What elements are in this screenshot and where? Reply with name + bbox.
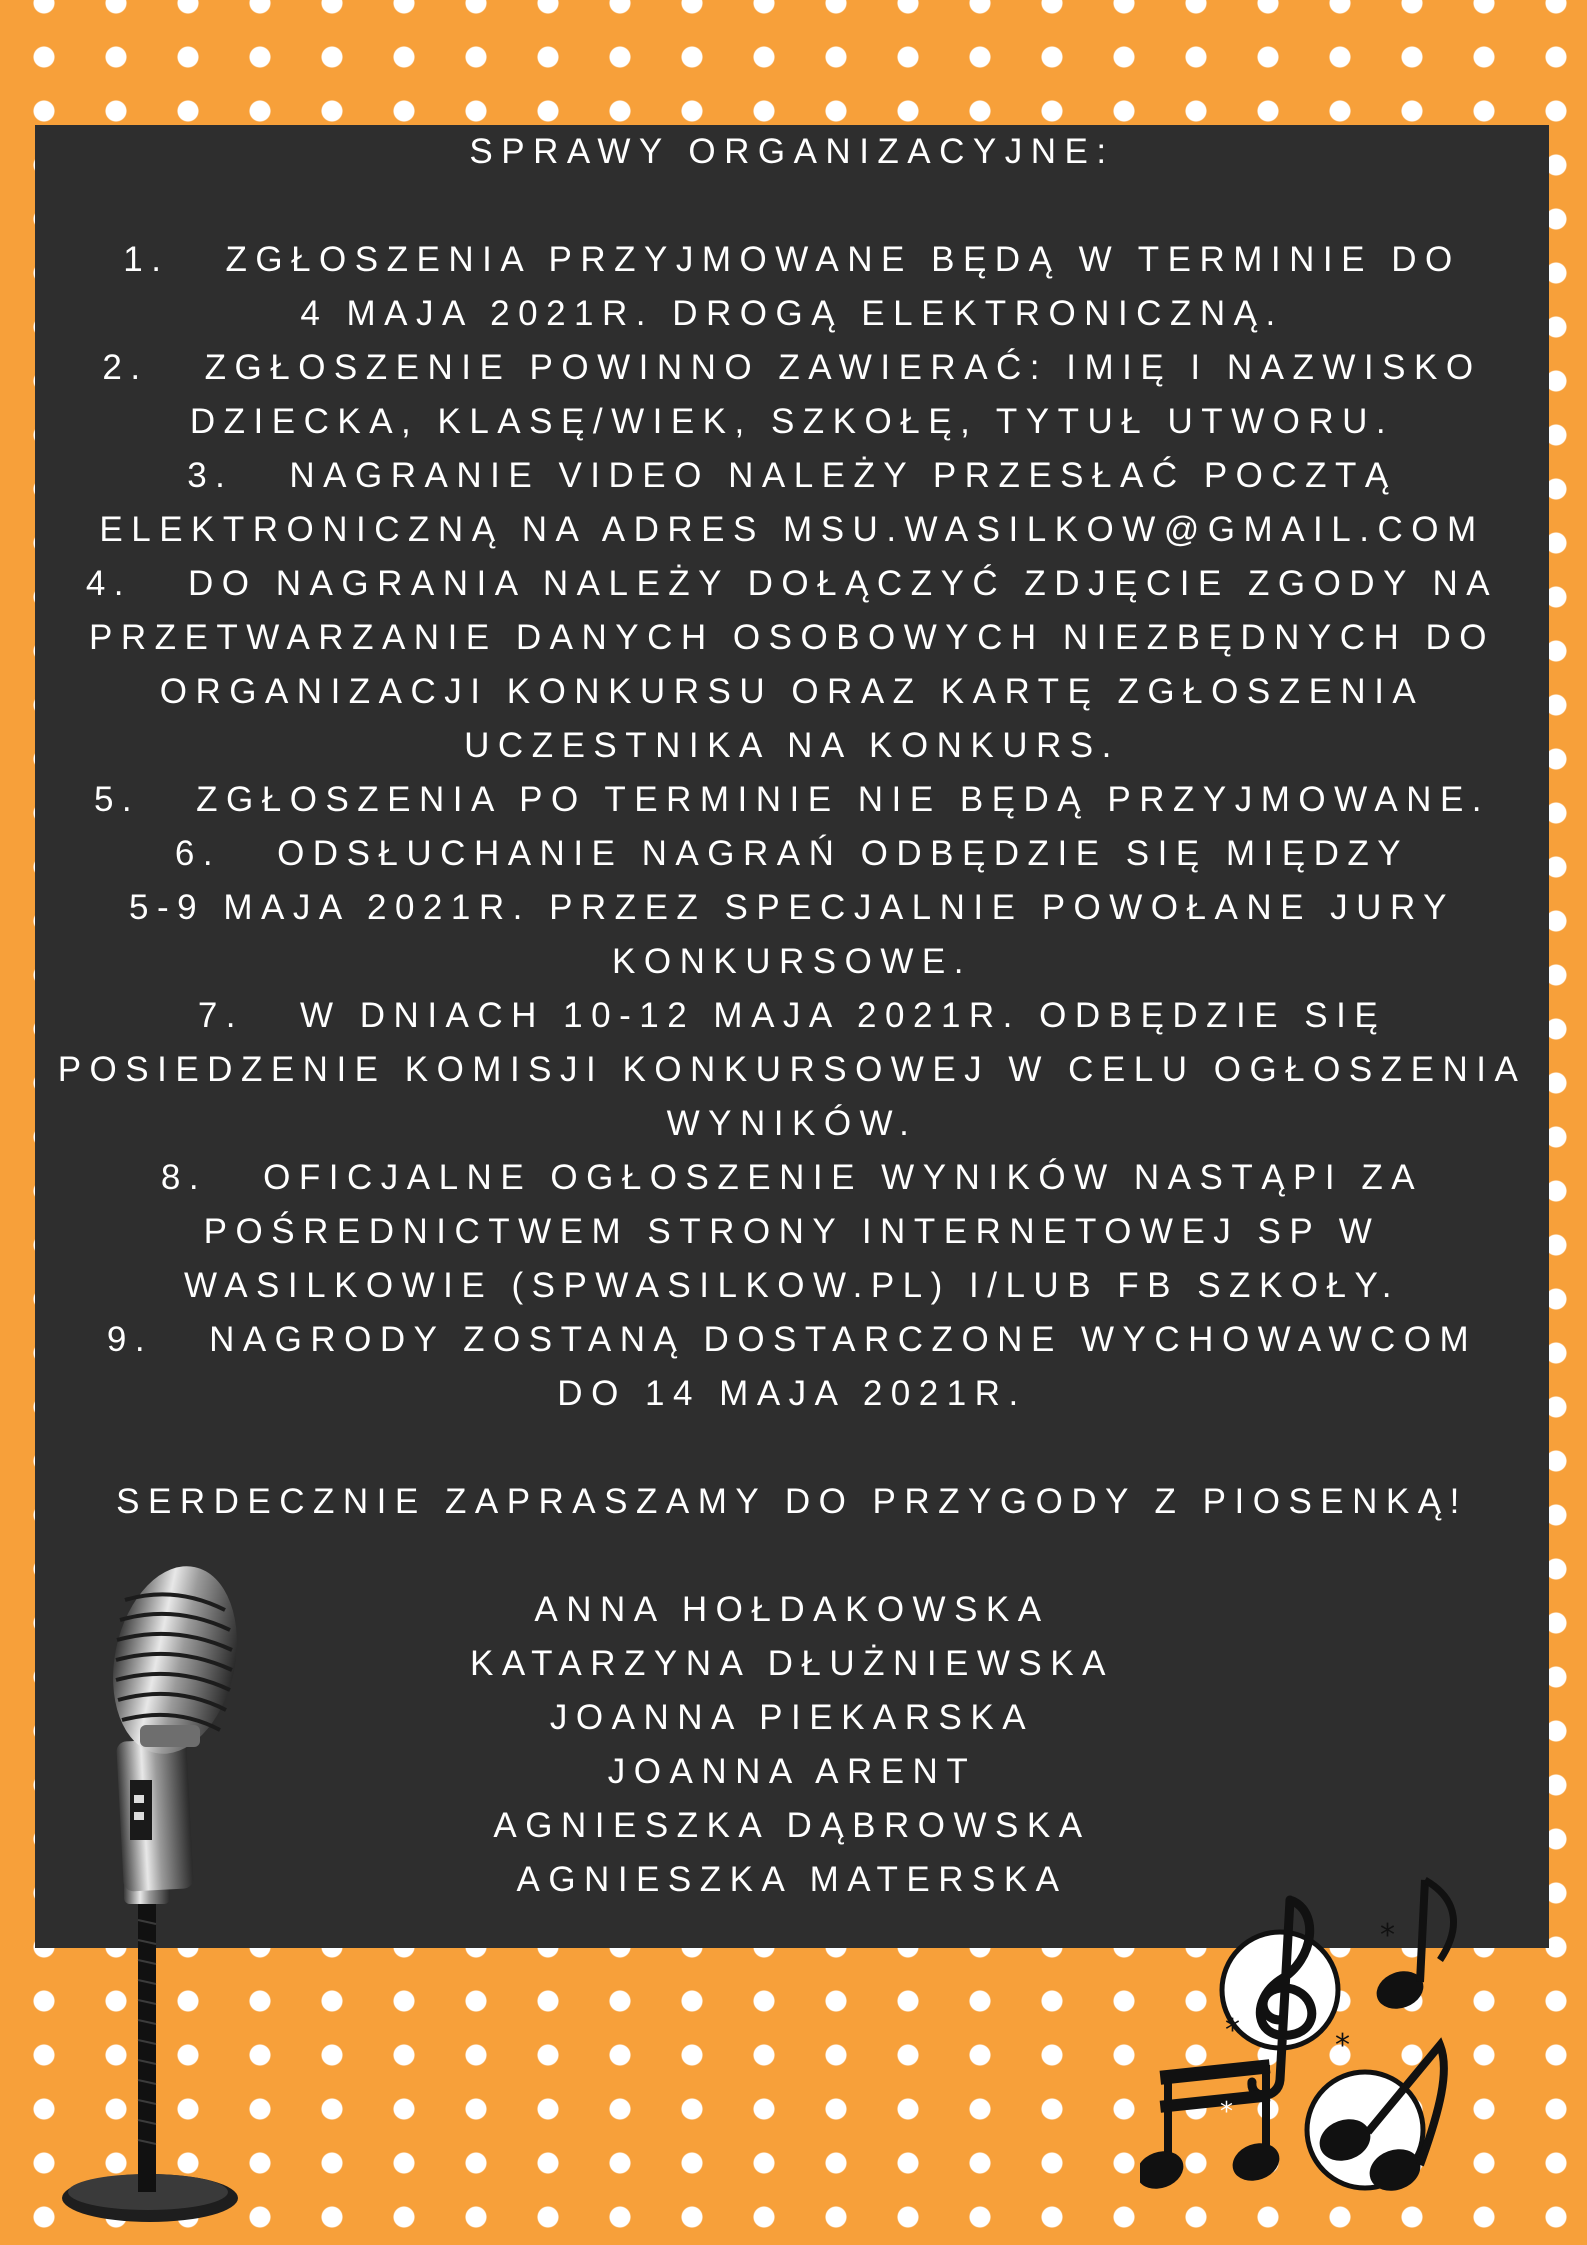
svg-text:*: *	[1335, 2028, 1350, 2063]
rule-text: KONKURSOWE.	[612, 942, 972, 981]
rule-line	[35, 881, 1549, 935]
rule-item	[35, 341, 1549, 449]
rule-number: 7.	[197, 996, 245, 1035]
rule-line	[35, 341, 1549, 395]
rule-line	[35, 1205, 1549, 1259]
rule-text: 5-9 MAJA 2021R. PRZEZ SPECJALNIE POWOŁANE JURY	[129, 888, 1455, 927]
rule-text: NAGRODY ZOSTANĄ DOSTARCZONE WYCHOWAWCOM	[209, 1320, 1478, 1359]
rule-number: 2.	[102, 348, 149, 387]
rule-item	[35, 233, 1549, 341]
organizer-name: JOANNA ARENT	[607, 1752, 977, 1791]
rule-text: PRZETWARZANIE DANYCH OSOBOWYCH NIEZBĘDNYCH DO	[89, 618, 1495, 657]
rule-line	[35, 395, 1549, 449]
organizer-name: AGNIESZKA DĄBROWSKA	[493, 1806, 1091, 1845]
rule-text: ZGŁOSZENIE POWINNO ZAWIERAĆ: IMIĘ I NAZWISKO	[204, 348, 1482, 387]
rule-text: POSIEDZENIE KOMISJI KONKURSOWEJ W CELU OGŁOSZENIA	[57, 1050, 1527, 1089]
rule-item	[35, 557, 1549, 773]
rule-line	[35, 1043, 1549, 1097]
rule-line	[35, 287, 1549, 341]
rule-number: 4.	[85, 564, 133, 603]
rule-number: 1.	[123, 240, 170, 279]
rule-item	[35, 449, 1549, 557]
spacer	[35, 179, 1549, 233]
rule-text: NAGRANIE VIDEO NALEŻY PRZESŁAĆ POCZTĄ	[289, 456, 1397, 495]
rule-text: ODSŁUCHANIE NAGRAŃ ODBĘDZIE SIĘ MIĘDZY	[277, 834, 1410, 873]
rule-line	[35, 827, 1549, 881]
rule-number: 8.	[160, 1158, 208, 1197]
rule-line	[35, 1259, 1549, 1313]
rule-line	[35, 1313, 1549, 1367]
svg-text:*: *	[1380, 1918, 1395, 1953]
rule-line	[35, 1367, 1549, 1421]
rule-line	[35, 557, 1549, 611]
rule-line	[35, 503, 1549, 557]
rule-item	[35, 827, 1549, 989]
rule-text: 4 MAJA 2021R. DROGĄ ELEKTRONICZNĄ.	[300, 294, 1284, 333]
rule-number: 5.	[93, 780, 141, 819]
svg-text:*: *	[1220, 2097, 1233, 2127]
rule-text: POŚREDNICTWEM STRONY INTERNETOWEJ SP W	[203, 1212, 1381, 1251]
spacer	[35, 1421, 1549, 1475]
rule-line	[35, 665, 1549, 719]
rule-item	[35, 989, 1549, 1151]
invitation-text: SERDECZNIE ZAPRASZAMY DO PRZYGODY Z PIOSENKĄ!	[116, 1482, 1468, 1521]
rule-number: 6.	[174, 834, 222, 873]
rule-line	[35, 1097, 1549, 1151]
rule-text: WASILKOWIE (SPWASILKOW.PL) I/LUB FB SZKOŁY.	[183, 1266, 1401, 1305]
rule-text: ZGŁOSZENIA PRZYJMOWANE BĘDĄ W TERMINIE DO	[225, 240, 1461, 279]
rule-text: ORGANIZACJI KONKURSU ORAZ KARTĘ ZGŁOSZENIA	[159, 672, 1425, 711]
section-heading: SPRAWY ORGANIZACYJNE:	[469, 132, 1115, 171]
organizer-name: JOANNA PIEKARSKA	[549, 1698, 1035, 1737]
rule-item	[35, 1151, 1549, 1313]
rule-text: DZIECKA, KLASĘ/WIEK, SZKOŁĘ, TYTUŁ UTWORU.	[189, 402, 1395, 441]
rules-list	[35, 233, 1549, 1421]
rule-text: ZGŁOSZENIA PO TERMINIE NIE BĘDĄ PRZYJMOWANE.	[196, 780, 1491, 819]
organizer-name: ANNA HOŁDAKOWSKA	[534, 1590, 1050, 1629]
rule-text: UCZESTNIKA NA KONKURS.	[464, 726, 1120, 765]
vintage-microphone-icon	[30, 1540, 270, 2230]
rule-line	[35, 935, 1549, 989]
rule-number: 3.	[187, 456, 234, 495]
music-notes-icon	[1140, 1870, 1480, 2220]
organizer-name: KATARZYNA DŁUŻNIEWSKA	[470, 1644, 1114, 1683]
rule-line	[35, 233, 1549, 287]
rule-text: WYNIKÓW.	[666, 1104, 918, 1143]
rule-item	[35, 773, 1549, 827]
organizer-name: AGNIESZKA MATERSKA	[516, 1860, 1068, 1899]
rule-text: OFICJALNE OGŁOSZENIE WYNIKÓW NASTĄPI ZA	[263, 1158, 1424, 1197]
rule-text: DO NAGRANIA NALEŻY DOŁĄCZYĆ ZDJĘCIE ZGODY NA	[188, 564, 1499, 603]
rule-line	[35, 989, 1549, 1043]
rule-line	[35, 449, 1549, 503]
svg-text:*: *	[1225, 2013, 1240, 2048]
rule-text: DO 14 MAJA 2021R.	[557, 1374, 1027, 1413]
rule-text: W DNIACH 10-12 MAJA 2021R. ODBĘDZIE SIĘ	[300, 996, 1387, 1035]
rule-item	[35, 1313, 1549, 1421]
rule-text: ELEKTRONICZNĄ NA ADRES MSU.WASILKOW@GMAIL.COM	[99, 510, 1485, 549]
rule-line	[35, 719, 1549, 773]
rule-line	[35, 1151, 1549, 1205]
rule-line	[35, 773, 1549, 827]
rule-number: 9.	[106, 1320, 154, 1359]
rule-line	[35, 611, 1549, 665]
